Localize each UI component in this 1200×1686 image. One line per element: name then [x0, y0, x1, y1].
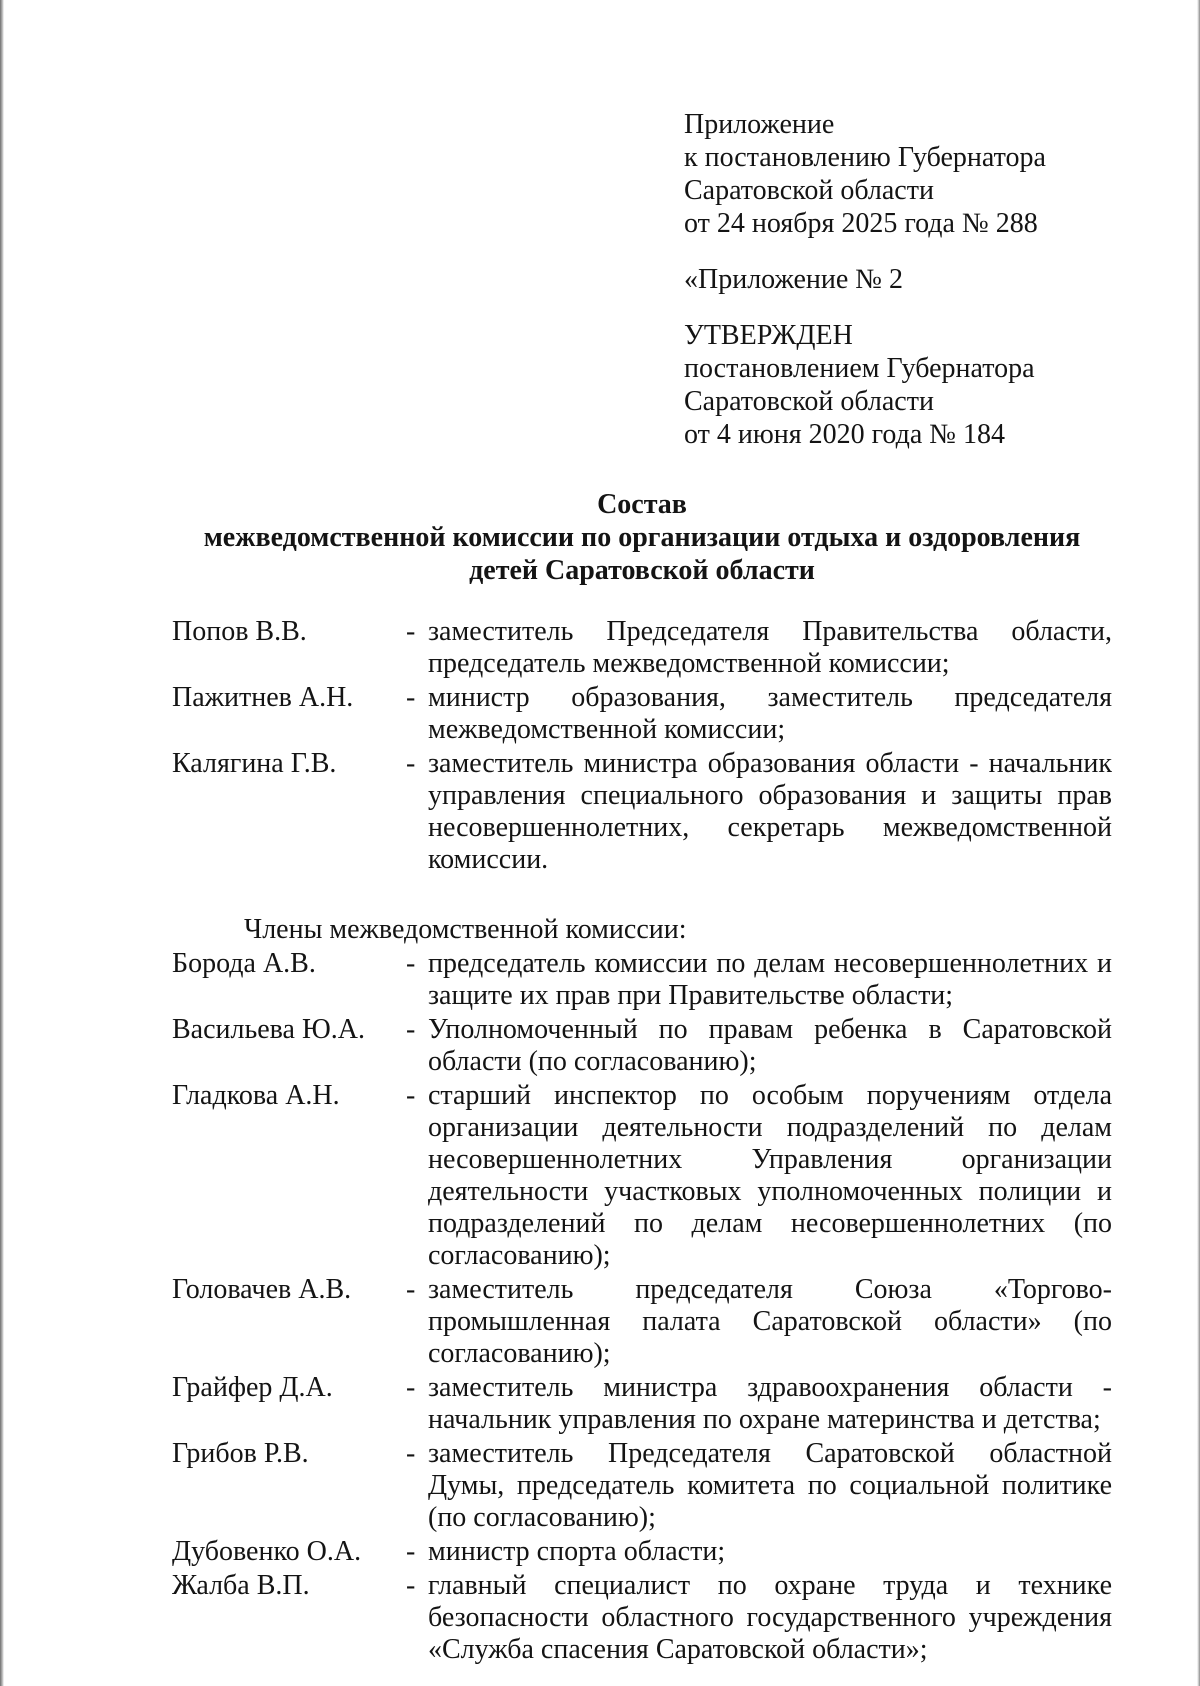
member-row	[172, 1274, 1112, 1370]
dash-separator: -	[406, 1274, 416, 1305]
member-name: Пажитнев А.Н.	[172, 682, 354, 713]
member-row	[172, 748, 1112, 876]
member-name: Васильева Ю.А.	[172, 1014, 365, 1045]
member-role: заместитель министра образования области - начальник управления специального образования и защиты прав несовершеннолетних, секретарь межведомственной комиссии.	[428, 748, 1112, 875]
dash-separator: -	[406, 1014, 416, 1045]
member-name: Калягина Г.В.	[172, 748, 337, 779]
member-role: заместитель Председателя Правительства области, председатель межведомственной комиссии;	[428, 616, 1112, 679]
member-row	[172, 616, 1112, 680]
member-name: Грайфер Д.А.	[172, 1372, 333, 1403]
appendix-line: УТВЕРЖДЕН	[684, 320, 853, 351]
dash-separator: -	[406, 1372, 416, 1403]
leadership-list	[172, 616, 1112, 876]
dash-separator: -	[406, 948, 416, 979]
member-role: Уполномоченный по правам ребенка в Саратовской области (по согласованию);	[428, 1014, 1112, 1077]
member-name: Борода А.В.	[172, 948, 316, 979]
appendix-line: Саратовской области	[684, 175, 934, 206]
member-name: Грибов Р.В.	[172, 1438, 309, 1469]
appendix-line: от 4 июня 2020 года № 184	[684, 419, 1006, 450]
members-list	[172, 948, 1112, 1666]
appendix-line: «Приложение № 2	[684, 264, 903, 295]
appendix-line: от 24 ноября 2025 года № 288	[684, 208, 1038, 239]
member-name: Попов В.В.	[172, 616, 307, 647]
member-row	[172, 1080, 1112, 1272]
member-role: заместитель председателя Союза «Торгово-промышленная палата Саратовской области» (по согласованию);	[428, 1274, 1112, 1369]
member-row	[172, 1570, 1112, 1666]
scan-edge-left	[0, 0, 4, 1686]
dash-separator: -	[406, 1570, 416, 1601]
appendix-line: Саратовской области	[684, 386, 934, 417]
member-role: министр образования, заместитель председателя межведомственной комиссии;	[428, 682, 1112, 745]
member-role: председатель комиссии по делам несовершеннолетних и защите их прав при Правительстве области;	[428, 948, 1112, 1011]
member-role: заместитель министра здравоохранения области - начальник управления по охране материнства и детства;	[428, 1372, 1112, 1435]
member-row	[172, 1438, 1112, 1534]
title-line-2: межведомственной комиссии по организации отдыха и оздоровления	[203, 522, 1081, 553]
member-row	[172, 948, 1112, 1012]
appendix-line: к постановлению Губернатора	[684, 142, 1046, 173]
member-row	[172, 1014, 1112, 1078]
appendix-block	[684, 263, 1154, 296]
commission-list	[172, 616, 1112, 1668]
member-name: Дубовенко О.А.	[172, 1536, 362, 1567]
dash-separator: -	[406, 616, 416, 647]
member-role: министр спорта области;	[428, 1536, 726, 1567]
member-name: Головачев А.В.	[172, 1274, 352, 1305]
title-line-1: Состав	[597, 489, 687, 520]
member-row	[172, 1372, 1112, 1436]
member-role: главный специалист по охране труда и технике безопасности областного государственного учреждения «Служба спасения Саратовской области»;	[428, 1570, 1112, 1665]
appendix-header	[684, 108, 1154, 451]
dash-separator: -	[406, 1536, 416, 1567]
member-name: Жалба В.П.	[172, 1570, 310, 1601]
member-row	[172, 682, 1112, 746]
appendix-block	[684, 319, 1154, 451]
dash-separator: -	[406, 1438, 416, 1469]
appendix-block	[684, 108, 1154, 240]
member-name: Гладкова А.Н.	[172, 1080, 340, 1111]
dash-separator: -	[406, 682, 416, 713]
dash-separator: -	[406, 748, 416, 779]
member-role: старший инспектор по особым поручениям отдела организации деятельности подразделений по делам несовершеннолетних Управления организации деятельности участковых уполномоченных полиции и подразделений по делам несовершеннолетних (по согласованию);	[428, 1080, 1112, 1271]
document-title	[172, 488, 1112, 587]
title-line-3: детей Саратовской области	[469, 555, 815, 586]
appendix-line: Приложение	[684, 109, 835, 140]
member-row	[172, 1536, 1112, 1568]
appendix-line: постановлением Губернатора	[684, 353, 1035, 384]
members-heading: Члены межведомственной комиссии:	[244, 914, 687, 945]
dash-separator: -	[406, 1080, 416, 1111]
member-role: заместитель Председателя Саратовской областной Думы, председатель комитета по социальной политике (по согласованию);	[428, 1438, 1112, 1533]
